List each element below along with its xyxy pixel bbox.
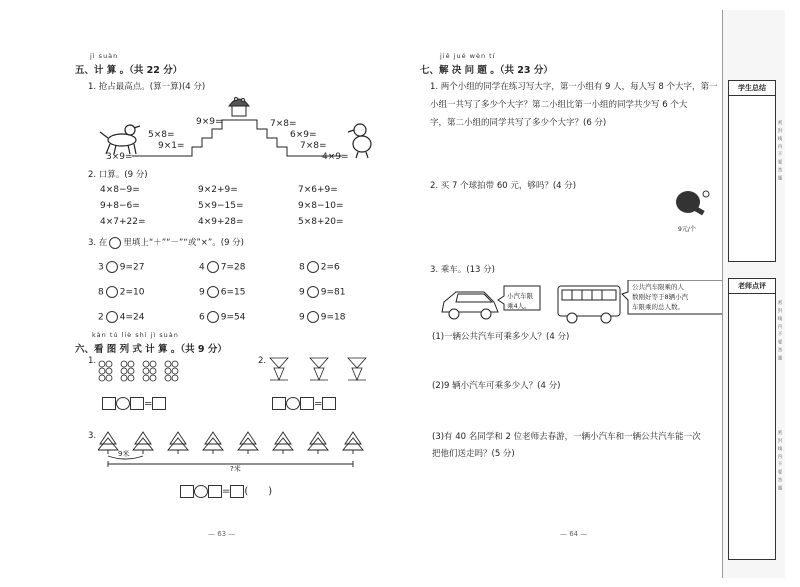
calc: 9×2+9= xyxy=(198,185,238,195)
seal-line-text: 密 封 线 内 不 要 答 题 xyxy=(777,430,782,492)
pic2-label: 2. xyxy=(258,356,267,366)
r-q3-b: (2)9 辆小汽车可乘多少人？(4 分) xyxy=(432,381,561,391)
seal-line-text: 密 封 线 内 不 要 答 题 xyxy=(777,300,782,362)
op-blank[interactable]: 2 4=24 xyxy=(98,312,145,323)
calc: 5×8+20= xyxy=(298,217,344,227)
car-icon xyxy=(442,292,498,319)
section7-pinyin: jiě jué wèn tí xyxy=(440,52,496,60)
r-q1-line1: 1. 两个小组的同学在练习写大字，第一小组有 9 人，每人写 8 个大字，第一 xyxy=(430,82,718,92)
q3-title: 3. 在 里填上“＋”“－”“或”×”。(9 分) xyxy=(88,238,245,248)
op-blank[interactable]: 3 9=27 xyxy=(98,262,145,273)
q1-title: 1. 抢占最高点。(算一算)(4 分) xyxy=(88,82,206,92)
seal-line-text: 密 封 线 内 不 要 答 题 xyxy=(777,120,782,182)
duck-icon xyxy=(348,124,371,158)
section6-title: 六、看 图 列 式 计 算 。（共 9 分） xyxy=(75,344,227,355)
section5-title: 五、计 算 。（共 22 分） xyxy=(75,65,183,76)
r-q1-line2: 小组一共写了多少个大字？第二小组比第一小组的同学共少写 6 个大 xyxy=(430,100,688,110)
bus-bubble: 公共汽车限乘的人 数刚好等于8辆小汽 车限乘的总人数。 xyxy=(632,283,689,311)
car-bubble: 小汽车限 乘4人。 xyxy=(507,292,533,310)
step-3: 9×1= xyxy=(158,141,185,151)
calc: 9×8−10= xyxy=(298,201,344,211)
paddle-icon xyxy=(672,188,712,222)
r-q3-c1: (3)有 40 名同学和 2 位老师去春游，一辆小汽车和一辆公共汽车能一次 xyxy=(432,432,701,442)
section7-title: 七、解 决 问 题 。（共 23 分） xyxy=(420,65,553,76)
r-q2-text: 2. 买 7 个球拍带 60 元，够吗？(4 分) xyxy=(430,181,577,191)
op-blank[interactable]: 9 9=81 xyxy=(299,287,346,298)
dog-icon xyxy=(100,125,140,154)
op-blank[interactable]: 9 6=15 xyxy=(199,287,246,298)
mushroom-house-icon xyxy=(229,98,249,117)
section5-pinyin: jì suàn xyxy=(90,52,119,60)
q2-title: 2. 口算。(9 分) xyxy=(88,170,148,180)
op-blank[interactable]: 4 7=28 xyxy=(199,262,246,273)
teacher-comment-box[interactable] xyxy=(728,278,776,560)
student-summary-box[interactable] xyxy=(728,80,776,262)
pic1-label: 1. xyxy=(88,356,97,366)
op-blank[interactable]: 8 2=10 xyxy=(98,287,145,298)
op-blank[interactable]: 6 9=54 xyxy=(199,312,246,323)
r-q3-c2: 把他们送走吗？(5 分) xyxy=(432,449,515,459)
student-summary-title: 学生总结 xyxy=(729,81,775,96)
calc: 4×8−9= xyxy=(100,185,140,195)
step-8: 4×9= xyxy=(322,152,349,162)
calc: 9+8−6= xyxy=(100,201,140,211)
calc: 4×9+28= xyxy=(198,217,244,227)
op-blank[interactable]: 8 2=6 xyxy=(299,262,340,273)
step-4: 9×9= xyxy=(196,117,223,127)
page-number-right: — 64 — xyxy=(560,530,588,538)
step-2: 5×8= xyxy=(148,130,175,140)
total-distance-label: ?米 xyxy=(230,465,241,473)
pic3-label: 3. xyxy=(88,431,97,441)
teacher-comment-title: 老师点评 xyxy=(729,279,775,294)
circles-figure xyxy=(98,360,198,386)
calc: 5×9−15= xyxy=(198,201,244,211)
r-q3-title: 3. 乘车。(13 分) xyxy=(430,265,495,275)
step-6: 6×9= xyxy=(290,130,317,140)
step-1: 3×9= xyxy=(106,152,133,162)
page-number-left: — 63 — xyxy=(208,530,236,538)
blank-circle xyxy=(109,237,121,249)
section6-pinyin: kàn tú liè shì jì suàn xyxy=(92,331,179,339)
equation-blank-1[interactable]: = xyxy=(102,397,166,410)
triangles-figure xyxy=(268,356,368,384)
step-7: 7×8= xyxy=(300,141,327,151)
distance-label: 9米 xyxy=(118,450,130,458)
equation-blank-3[interactable]: = ( ) xyxy=(180,482,272,498)
equation-blank-2[interactable]: = xyxy=(272,397,336,410)
op-blank[interactable]: 9 9=18 xyxy=(299,312,346,323)
calc: 7×6+9= xyxy=(298,185,338,195)
price-label: 9元/个 xyxy=(678,226,696,233)
r-q3-a: (1)一辆公共汽车可乘多少人？(4 分) xyxy=(432,332,570,342)
r-q1-line3: 字，第二小组的同学共写了多少个大字？(6 分) xyxy=(430,118,607,128)
bus-icon xyxy=(558,286,620,323)
calc: 4×7+22= xyxy=(100,217,146,227)
step-5: 7×8= xyxy=(270,119,297,129)
